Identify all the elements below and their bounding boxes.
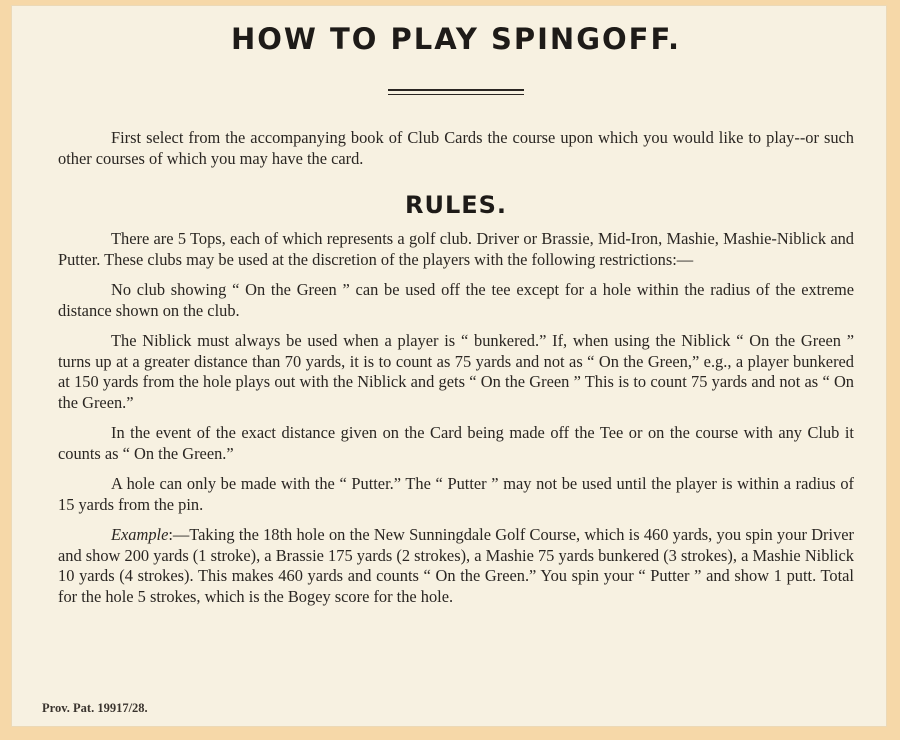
example-label: Example [111,525,169,544]
rule-paragraph-2: No club showing “ On the Green ” can be used off the tee except for a hole within the radius of the extreme distance shown on the club. [58,280,854,320]
rules-page [12,6,886,726]
page-title: HOW TO PLAY SPINGOFF. [230,22,682,56]
intro-paragraph: First select from the accompanying book of Club Cards the course upon which you would like to play--or such other courses of which you may have the card. [58,128,854,168]
example-paragraph [58,525,854,607]
example-text: :—Taking the 18th hole on the New Sunningdale Golf Course, which is 460 yards, you spin your Driver and show 200 yards (1 stroke), a Brassie 175 yards (2 strokes), a Mashie 75 yards bunkered (3 strokes), a Mashie Niblick 10 yards (4 strokes). This makes 460 yards and counts “ On the Green.” You spin your “ Putter ” and show 1 putt. Total for the hole 5 strokes, which is the Bogey score for the hole. [58,525,854,606]
patent-footer: Prov. Pat. 19917/28. [42,701,148,715]
rule-paragraph-3: The Niblick must always be used when a player is “ bunkered.” If, when using the Niblick “ On the Green ” turns up at a greater distance than 70 yards, it is to count as 75 yards and not as “ On the Green,” e.g., a player bunkered at 150 yards from the hole plays out with the Niblick and gets “ On the Green ” This is to count 75 yards and not as “ On the Green.” [58,331,854,412]
rule-paragraph-4: In the event of the exact distance given on the Card being made off the Tee or on the course with any Club it counts as “ On the Green.” [58,423,854,463]
rules-heading: RULES. [404,191,508,219]
rule-paragraph-5: A hole can only be made with the “ Putter.” The “ Putter ” may not be used until the player is within a radius of 15 yards from the pin. [58,474,854,514]
title-divider [388,89,524,95]
rule-paragraph-1: There are 5 Tops, each of which represents a golf club. Driver or Brassie, Mid-Iron, Mashie, Mashie-Niblick and Putter. These clubs may be used at the discretion of the players with the following restrictions:— [58,229,854,269]
